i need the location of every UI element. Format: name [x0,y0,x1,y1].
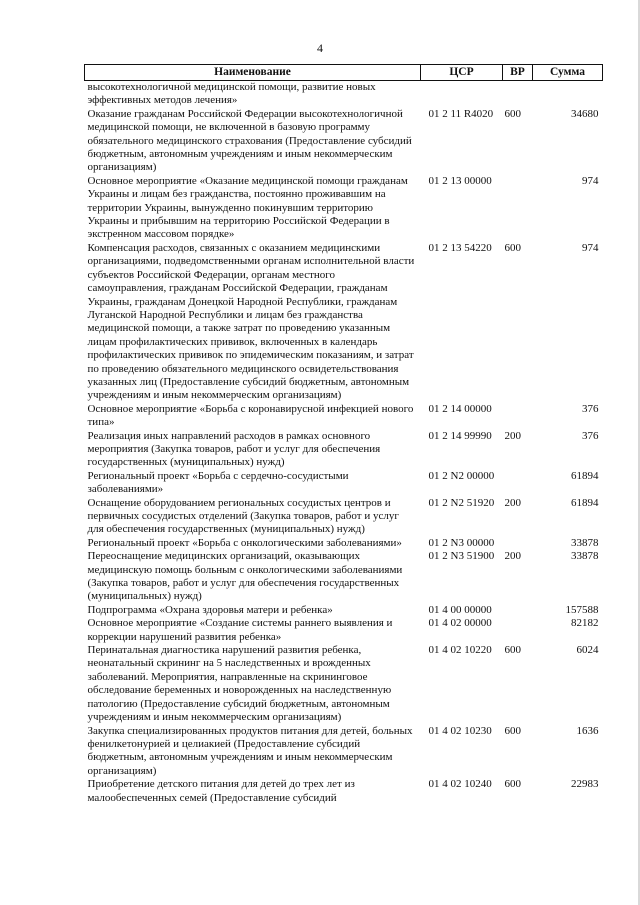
row-name: Основное мероприятие «Создание системы раннего выявления и коррекции нарушений развития ребенка» [87,617,393,643]
row-csr: 01 4 02 10230 [428,724,492,737]
header-csr: ЦСР [421,65,503,81]
row-vr: 600 [504,778,521,791]
row-name: Региональный проект «Борьба с сердечно-сосудистыми заболеваниями» [87,469,349,496]
row-vr: 600 [504,241,521,254]
table-row [85,725,603,779]
row-name: Оказание гражданам Российской Федерации высокотехнологичной медицинской помощи, не включенной в базовую программу обязательного медицинского страхования (Предоставление субсидий бюджетным, автономным учреждениям и иным некоммерческим организациям) [87,107,412,174]
table-row [85,108,603,175]
table-row [85,430,603,470]
row-csr: 01 4 02 10240 [428,778,492,791]
row-name: Подпрограмма «Охрана здоровья матери и ребенка» [87,603,333,616]
table-row [85,644,603,724]
row-vr: 200 [504,429,521,442]
row-vr [503,537,533,550]
row-sum: 1636 [576,724,599,737]
table-row [85,81,603,108]
row-sum: 974 [582,174,599,187]
row-name: Переоснащение медицинских организаций, оказывающих медицинскую помощь больным с онкологическими заболеваниями (Закупка товаров, работ и услуг для обеспечения государственных (муниципальных) нужд) [87,550,403,603]
row-csr: 01 4 00 00000 [428,603,492,616]
row-sum: 33878 [571,536,599,549]
table-row [85,403,603,430]
table-row [85,242,603,403]
row-vr: 600 [504,724,521,737]
row-name: Основное мероприятие «Борьба с коронавирусной инфекцией нового типа» [87,402,414,429]
header-sum: Сумма [533,65,603,81]
row-vr [503,403,533,430]
row-sum: 376 [582,402,599,415]
row-vr: 600 [504,107,521,120]
row-sum: 34680 [571,107,599,120]
table-row [85,470,603,497]
row-vr: 200 [504,496,521,509]
row-vr: 600 [504,644,521,657]
row-name: Реализация иных направлений расходов в рамках основного мероприятия (Закупка товаров, работ и услуг для обеспечения государственных (муниципальных) нужд) [87,429,381,469]
row-vr [503,175,533,242]
row-csr: 01 2 N2 51920 [428,496,495,509]
row-vr [503,604,533,617]
row-csr: 01 2 14 99990 [428,429,492,442]
row-csr [421,81,503,108]
table-header-row [85,65,603,81]
row-sum: 82182 [571,617,599,630]
row-csr: 01 2 N3 51900 [428,550,495,563]
row-csr: 01 2 14 00000 [428,402,492,415]
row-sum: 157588 [565,603,599,616]
row-csr: 01 2 11 R4020 [428,107,494,120]
row-sum: 22983 [571,778,599,791]
row-name: Закупка специализированных продуктов питания для детей, больных фенилкетонурией и целиакией (Предоставление субсидий бюджетным, автономным учреждениям и иным некоммерческим организациям) [87,724,413,777]
row-csr: 01 4 02 00000 [428,617,492,630]
row-name: Перинатальная диагностика нарушений развития ребенка, неонатальный скрининг на 5 наследственных и врожденных заболеваний. Мероприятия, направленные на скрининговое обследование беременных и новорожденных на наследственную патологию (Предоставление субсидий бюджетным, автономным учреждениям и иным некоммерческим организациям) [87,644,392,724]
row-vr [503,470,533,497]
table-row [85,175,603,242]
row-sum: 61894 [571,496,599,509]
row-vr [503,81,533,108]
row-sum [533,81,603,108]
table-row [85,617,603,644]
row-csr: 01 2 13 00000 [428,174,492,187]
row-name: Приобретение детского питания для детей до трех лет из малообеспеченных семей (Предоставление субсидий [87,778,355,804]
row-csr: 01 2 N2 00000 [428,469,495,482]
table-row [85,778,603,805]
row-csr: 01 2 N3 00000 [428,536,495,549]
row-name: Основное мероприятие «Оказание медицинской помощи гражданам Украины и лицам без гражданства, постоянно проживавшим на территории Украины, вынужденно покинувшим территорию Украины и прибывшим на территорию Российской Федерации в экстренном массовом порядке» [87,174,408,241]
table-row [85,604,603,617]
row-name: Компенсация расходов, связанных с оказанием медицинскими организациями, подведомственными органам исполнительной власти субъектов Российской Федерации, органам местного самоуправления, гражданам Российской Федерации, гражданам Украины, гражданам Донецкой Народной Республики, гражданам Луганской Народной Республики и лицам без гражданства медицинской помощи, а также затрат по проведению указанным лицам профилактических прививок, включенных в календарь профилактических прививок по эпидемическим показаниям, и затрат по проведению обязательного медицинского освидетельствования указанных лиц (Предоставление субсидий бюджетным, автономным учреждениям и иным некоммерческим организациям) [87,241,415,402]
table-row [85,550,603,604]
header-name: Наименование [85,65,421,81]
row-name: высокотехнологичной медицинской помощи, развитие новых эффективных методов лечения» [87,81,376,107]
row-sum: 6024 [576,644,599,657]
table-row [85,537,603,550]
row-vr: 200 [504,550,521,563]
row-name: Оснащение оборудованием региональных сосудистых центров и первичных сосудистых отделений (Закупка товаров, работ и услуг для обеспечения государственных (муниципальных) нужд) [87,496,399,536]
table-row [85,497,603,537]
page-number: 4 [317,41,323,55]
row-sum: 33878 [571,550,599,563]
row-sum: 974 [582,241,599,254]
header-vr: ВР [503,65,533,81]
row-vr [503,617,533,644]
budget-table [84,64,603,805]
row-csr: 01 4 02 10220 [428,644,492,657]
row-csr: 01 2 13 54220 [428,241,492,254]
row-name: Региональный проект «Борьба с онкологическими заболеваниями» [87,536,402,549]
row-sum: 61894 [571,469,599,482]
row-sum: 376 [582,429,599,442]
